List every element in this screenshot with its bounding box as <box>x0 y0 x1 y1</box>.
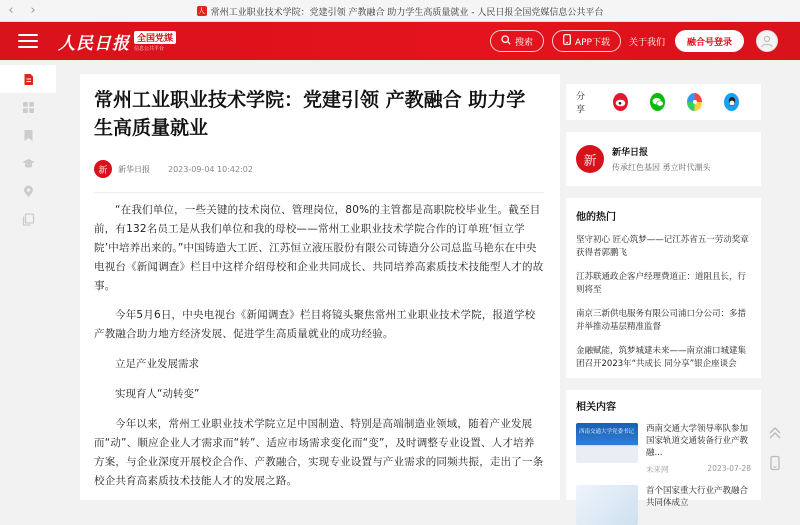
related-item-date: 2023-07-28 <box>707 464 751 473</box>
hot-list-title: 他的热门 <box>576 212 616 223</box>
moments-icon[interactable] <box>687 93 702 111</box>
related-item-title: 首个国家重大行业产教融合共同体成立 <box>646 486 749 508</box>
left-rail <box>0 60 56 500</box>
search-label: 搜索 <box>514 37 533 48</box>
article-paragraph: 今年以来，常州工业职业技术学院立足中国制造、特别是高端制造业领域，随着产业发展而“动”、顺应企业人才需求而“转”、适应市场需求变化而“变”，及时调整专业设置、人才培养方案，与企业深度开展校企合作、产教融合，实现专业设置与产业需求的同频共振，走出了一条校企共育高素质技术技能人才的发展之路。 <box>94 418 544 487</box>
rail-bookmark-icon[interactable] <box>0 121 56 149</box>
related-thumbnail <box>576 485 638 525</box>
logo-text: 人民日报 <box>58 33 130 54</box>
article-meta <box>94 160 544 178</box>
source-slogan: 传承红色基因 勇立时代潮头 <box>612 163 711 172</box>
site-header <box>0 22 800 60</box>
window-title-text: 常州工业职业技术学院：党建引领 产教融合 助力学生高质量就业 - 人民日报全国党媒信息公共平台 <box>210 7 604 18</box>
qq-icon[interactable] <box>724 93 739 111</box>
about-link[interactable]: 关于我们 <box>628 37 665 48</box>
related-item-source: 未来网 <box>646 465 669 474</box>
mobile-icon <box>767 455 783 471</box>
app-download-label: APP下载 <box>574 37 610 48</box>
related-item-title: 西南交通大学领导率队参加国家轨道交通装备行业产教融... <box>646 424 749 458</box>
rail-copy-icon[interactable] <box>0 205 56 233</box>
related-panel <box>566 390 761 508</box>
search-button[interactable] <box>490 30 544 52</box>
rail-document-icon[interactable] <box>0 65 56 93</box>
hot-list-item[interactable]: 江苏联通政企客户经理费道正：道阻且长，行则将至 <box>576 272 747 295</box>
source-card[interactable] <box>566 132 761 186</box>
rail-grid-icon[interactable] <box>0 93 56 121</box>
login-button[interactable]: 融合号登录 <box>675 30 744 52</box>
logo-tagline: 信息公共平台 <box>134 45 165 52</box>
article-source[interactable]: 新华日报 <box>118 164 150 174</box>
source-logo-icon: 新 <box>94 160 112 178</box>
search-icon <box>501 35 511 48</box>
user-icon <box>760 34 774 48</box>
share-panel <box>566 84 761 120</box>
browser-toolbar <box>0 0 800 22</box>
related-thumbnail <box>576 423 638 463</box>
meta-divider <box>94 192 544 193</box>
article-paragraph: “在我们单位，一些关键的技术岗位、管理岗位，80%的主管都是高职院校毕业生。截至目前，有132名员工是从我们单位和我的母校——常州工业职业技术学院合作的订单班‘恒立学院’中培养出来的。”中国铸造大工匠、江苏恒立液压股份有限公司铸造分公司总监马艳东在中央电视台《新闻调查》栏目中这样介绍母校和企业共同成长、共同培养高素质技术技能型人才的故事。 <box>94 204 544 292</box>
phone-icon <box>563 34 571 48</box>
share-label: 分享 <box>576 92 586 115</box>
forward-icon[interactable]: › <box>30 3 36 18</box>
article-paragraph: 今年5月6日，中央电视台《新闻调查》栏目将镜头聚焦常州工业职业技术学院，报道学校产教融合助力地方经济发展、促进学生高质量就业的成功经验。 <box>94 309 536 340</box>
source-logo-icon: 新 <box>576 145 604 173</box>
favicon-icon: 人 <box>198 7 206 15</box>
back-icon[interactable]: ‹ <box>8 3 14 18</box>
back-to-top-button[interactable] <box>762 420 788 446</box>
article-card <box>80 74 560 500</box>
source-name[interactable]: 新华日报 <box>612 148 649 158</box>
related-item[interactable] <box>576 485 751 525</box>
weibo-icon[interactable] <box>613 93 628 111</box>
hot-list-panel <box>566 198 761 378</box>
wechat-icon[interactable] <box>650 93 665 111</box>
rail-graduation-cap-icon[interactable] <box>0 149 56 177</box>
user-avatar[interactable] <box>756 30 778 52</box>
site-logo[interactable] <box>58 29 176 54</box>
rail-location-pin-icon[interactable] <box>0 177 56 205</box>
hot-list-item[interactable]: 南京三新供电服务有限公司浦口分公司：多措并举推动基层精准监督 <box>576 309 747 332</box>
related-item[interactable] <box>576 423 751 475</box>
hamburger-menu-icon[interactable] <box>18 34 38 48</box>
hot-list-item[interactable]: 金融赋能，筑梦城建未来——南京浦口城建集团召开2023年“共成长 同分享”银企座谈会 <box>576 346 747 369</box>
thumbnail-caption: 西南交通大学党委书记 <box>579 429 635 435</box>
mobile-view-button[interactable] <box>762 450 788 476</box>
back-to-top-icon <box>767 425 783 441</box>
logo-badge: 全国党媒 <box>134 31 176 44</box>
article-subhead: 实现育人“动转变” <box>115 388 200 400</box>
hot-list-item[interactable]: 坚守初心 匠心筑梦——记江苏省五一劳动奖章获得者郭鹏飞 <box>576 235 749 258</box>
related-title: 相关内容 <box>576 402 616 413</box>
article-subhead: 立足产业发展需求 <box>115 358 199 370</box>
article-title: 常州工业职业技术学院：党建引领 产教融合 助力学生高质量就业 <box>94 89 526 139</box>
app-download-button[interactable] <box>552 30 621 52</box>
window-title <box>0 0 800 22</box>
article-date: 2023-09-04 10:42:02 <box>168 164 253 174</box>
